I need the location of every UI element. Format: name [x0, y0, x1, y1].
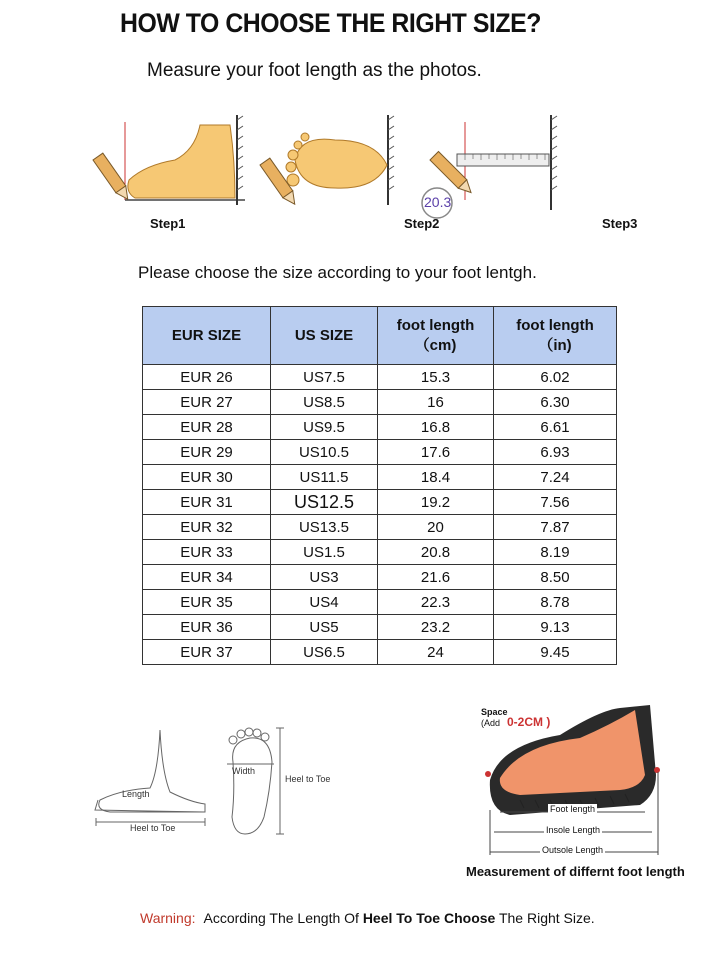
us-size-cell: US12.5	[271, 490, 378, 515]
foot-length-cm-cell: 20.8	[378, 540, 494, 565]
table-row	[143, 465, 617, 490]
foot-length-in-cell: 8.19	[494, 540, 617, 565]
step3-label: Step3	[602, 216, 638, 231]
foot-length-cm-cell: 21.6	[378, 565, 494, 590]
page-title: HOW TO CHOOSE THE RIGHT SIZE?	[120, 8, 541, 38]
warning-bold2: Choose	[440, 910, 496, 926]
eur-size-cell: EUR 30	[143, 465, 271, 490]
eur-size-cell: EUR 29	[143, 440, 271, 465]
choose-size-instruction: Please choose the size according to your foot lentgh.	[138, 263, 537, 282]
us-size-cell: US5	[271, 615, 378, 640]
eur-size-cell: EUR 37	[143, 640, 271, 665]
us-size-cell: US8.5	[271, 390, 378, 415]
step1-foot-side-illustration	[93, 115, 245, 205]
foot-length-label: Foot length	[550, 804, 596, 814]
header-us-size: US SIZE	[271, 307, 378, 365]
table-row	[143, 365, 617, 390]
table-row	[143, 590, 617, 615]
foot-length-in-cell: 9.45	[494, 640, 617, 665]
step1-label: Step1	[150, 216, 186, 231]
heel-to-toe-sole-label: Heel to Toe	[285, 774, 331, 784]
foot-length-in-cell: 8.50	[494, 565, 617, 590]
us-size-cell: US11.5	[271, 465, 378, 490]
us-size-cell: US4	[271, 590, 378, 615]
foot-length-cm-cell: 15.3	[378, 365, 494, 390]
table-row	[143, 440, 617, 465]
foot-length-in-cell: 7.24	[494, 465, 617, 490]
eur-size-cell: EUR 35	[143, 590, 271, 615]
foot-length-in-cell: 8.78	[494, 590, 617, 615]
warning-label: Warning:	[140, 910, 196, 926]
length-label: Length	[122, 789, 150, 799]
us-size-cell: US9.5	[271, 415, 378, 440]
ruler-reading: 20.3	[424, 194, 452, 210]
width-label: Width	[232, 766, 256, 776]
foot-length-in-cell: 6.30	[494, 390, 617, 415]
us-size-cell: US7.5	[271, 365, 378, 390]
foot-length-cm-cell: 23.2	[378, 615, 494, 640]
heel-to-toe-side-label: Heel to Toe	[130, 823, 176, 833]
table-row	[143, 640, 617, 665]
header-cm-line2: （cm)	[414, 336, 457, 354]
header-in-line2: （in)	[538, 336, 572, 354]
header-foot-length-in	[494, 307, 617, 365]
foot-length-cm-cell: 17.6	[378, 440, 494, 465]
foot-length-in-cell: 9.13	[494, 615, 617, 640]
table-row	[143, 390, 617, 415]
warning-bold1: Heel To Toe	[362, 910, 441, 926]
eur-size-cell: EUR 34	[143, 565, 271, 590]
us-size-cell: US6.5	[271, 640, 378, 665]
header-foot-length-cm	[378, 307, 494, 365]
table-row	[143, 540, 617, 565]
foot-length-cm-cell: 22.3	[378, 590, 494, 615]
header-eur-size: EUR SIZE	[143, 307, 271, 365]
foot-length-in-cell: 6.61	[494, 415, 617, 440]
foot-length-in-cell: 6.02	[494, 365, 617, 390]
step2-foot-top-illustration	[260, 115, 394, 208]
foot-length-cm-cell: 18.4	[378, 465, 494, 490]
eur-size-cell: EUR 32	[143, 515, 271, 540]
subtitle: Measure your foot length as the photos.	[147, 60, 482, 81]
table-row	[143, 490, 617, 515]
header-cm-line1: foot length	[396, 316, 475, 334]
warning-part2: The Right Size.	[495, 910, 595, 926]
foot-length-cm-cell: 20	[378, 515, 494, 540]
us-size-cell: US1.5	[271, 540, 378, 565]
table-row	[143, 615, 617, 640]
warning-part1: According The Length Of	[203, 910, 363, 926]
us-size-cell: US13.5	[271, 515, 378, 540]
eur-size-cell: EUR 36	[143, 615, 271, 640]
foot-length-in-cell: 7.87	[494, 515, 617, 540]
foot-length-cm-cell: 19.2	[378, 490, 494, 515]
foot-length-cm-cell: 24	[378, 640, 494, 665]
foot-length-cm-cell: 16.8	[378, 415, 494, 440]
outsole-length-label: Outsole Length	[542, 845, 604, 855]
measurement-caption: Measurement of differnt foot length	[466, 864, 685, 879]
step2-label: Step2	[404, 216, 440, 231]
add-label: (Add	[481, 718, 501, 728]
eur-size-cell: EUR 27	[143, 390, 271, 415]
measurement-steps-illustration	[85, 110, 575, 220]
eur-size-cell: EUR 33	[143, 540, 271, 565]
space-label: Space	[481, 707, 508, 717]
header-in-line1: foot length	[516, 316, 594, 334]
space-range-label: 0-2CM )	[507, 715, 551, 729]
eur-size-cell: EUR 31	[143, 490, 271, 515]
sole-foot-sketch	[227, 728, 284, 834]
foot-length-cm-cell: 16	[378, 390, 494, 415]
us-size-cell: US10.5	[271, 440, 378, 465]
side-foot-sketch	[95, 730, 205, 826]
insole-length-label: Insole Length	[546, 825, 601, 835]
eur-size-cell: EUR 26	[143, 365, 271, 390]
table-row	[143, 515, 617, 540]
warning-text	[140, 910, 595, 926]
table-row	[143, 415, 617, 440]
foot-length-in-cell: 6.93	[494, 440, 617, 465]
eur-size-cell: EUR 28	[143, 415, 271, 440]
us-size-cell: US3	[271, 565, 378, 590]
size-chart-table	[142, 306, 617, 665]
foot-length-in-cell: 7.56	[494, 490, 617, 515]
table-row	[143, 565, 617, 590]
table-header-row	[143, 307, 617, 365]
